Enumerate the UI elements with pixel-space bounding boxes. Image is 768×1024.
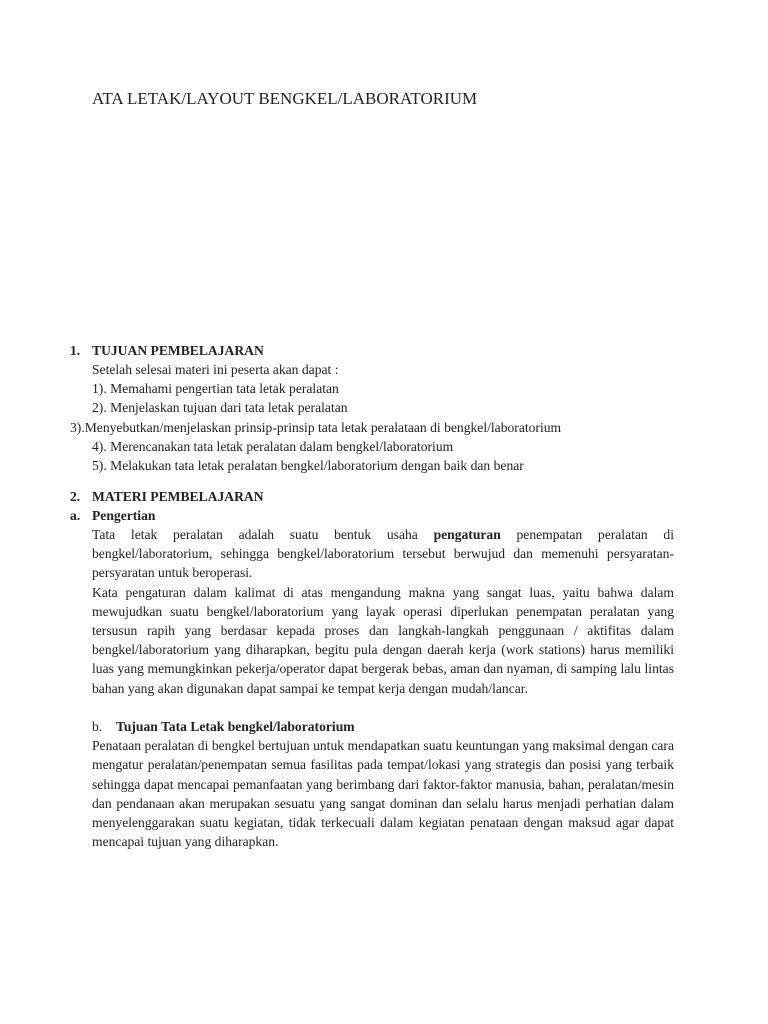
paragraph [92,525,674,583]
subsection-heading-text: Pengertian [92,508,156,523]
paragraph-text: penempatan peralatan di bengkel/laboratorium, sehingga bengkel/laboratorium tersebut berwujud dan memenuhi persyaratan-persyaratan untuk beroperasi. [92,527,675,581]
section-number: 1. [70,343,81,358]
section-heading-text: TUJUAN PEMBELAJARAN [92,343,264,358]
list-item: 4). Merencanakan tata letak peralatan dalam bengkel/laboratorium [92,438,454,454]
list-item: 2). Menjelaskan tujuan dari tata letak peralatan [92,400,348,416]
spacer [70,698,674,717]
list-item: 1). Memahami pengertian tata letak peralatan [92,381,339,397]
paragraph-text: Tata letak peralatan adalah suatu bentuk usaha [92,527,434,542]
list-item: 3).Menyebutkan/menjelaskan prinsip-prinsip tata letak peralataan di bengkel/laboratorium [70,419,562,435]
section-tujuan-pembelajaran [70,341,674,475]
subsection-heading-text: Tujuan Tata Letak bengkel/laboratorium [116,719,355,735]
subsection-heading-b [92,717,674,736]
section-materi-pembelajaran [70,487,674,851]
bold-term: pengaturan [433,527,501,542]
subsection-letter: a. [70,508,81,523]
section-heading-text: MATERI PEMBELAJARAN [92,489,264,504]
paragraph: Kata pengaturan dalam kalimat di atas mengandung makna yang sangat luas, yaitu bahwa dalam mewujudkan suatu bengkel/laboratorium yang layak operasi diperlukan penempatan peralatan yang tersusun rapih yang berdasar kepada proses dan langkah-langkah penggunaan / aktifitas dalam bengkel/laboratorium yang diharapkan, begitu pula dengan daerah kerja (work stations) harus memiliki luas yang memungkinkan pekerja/operator dapat bergerak bebas, aman dan nyaman, di samping lalu lintas bahan yang akan digunakan dapat sampai ke tempat kerja dengan mudah/lancar. [92,584,674,696]
section-heading [70,487,674,506]
section-heading [70,341,674,360]
list-item: 5). Melakukan tata letak peralatan bengkel/laboratorium dengan baik dan benar [92,457,524,473]
page-title: ATA LETAK/LAYOUT BENGKEL/LABORATORIUM [92,89,478,108]
subsection-letter: b. [92,719,103,735]
paragraph: Penataan peralatan di bengkel bertujuan untuk mendapatkan suatu keuntungan yang maksimal dengan cara mengatur peralatan/penempatan semua fasilitas pada tempat/lokasi yang strategis dan posisi yang terbaik sehingga dapat mencapai pemanfaatan yang berimbang dari faktor-faktor manusia, bahan, peralatan/mesin dan pendanaan akan merupakan sesuatu yang sangat dominan dan selalu harus menjadi perhatian dalam menyelenggarakan suatu kegiatan, tidak terkecuali dalam kegiatan penataan dengan maksud agar dapat mencapai tujuan yang diharapkan. [92,738,674,850]
section-number: 2. [70,489,81,504]
section-intro: Setelah selesai materi ini peserta akan dapat : [92,362,339,377]
subsection-heading-a [70,506,674,525]
